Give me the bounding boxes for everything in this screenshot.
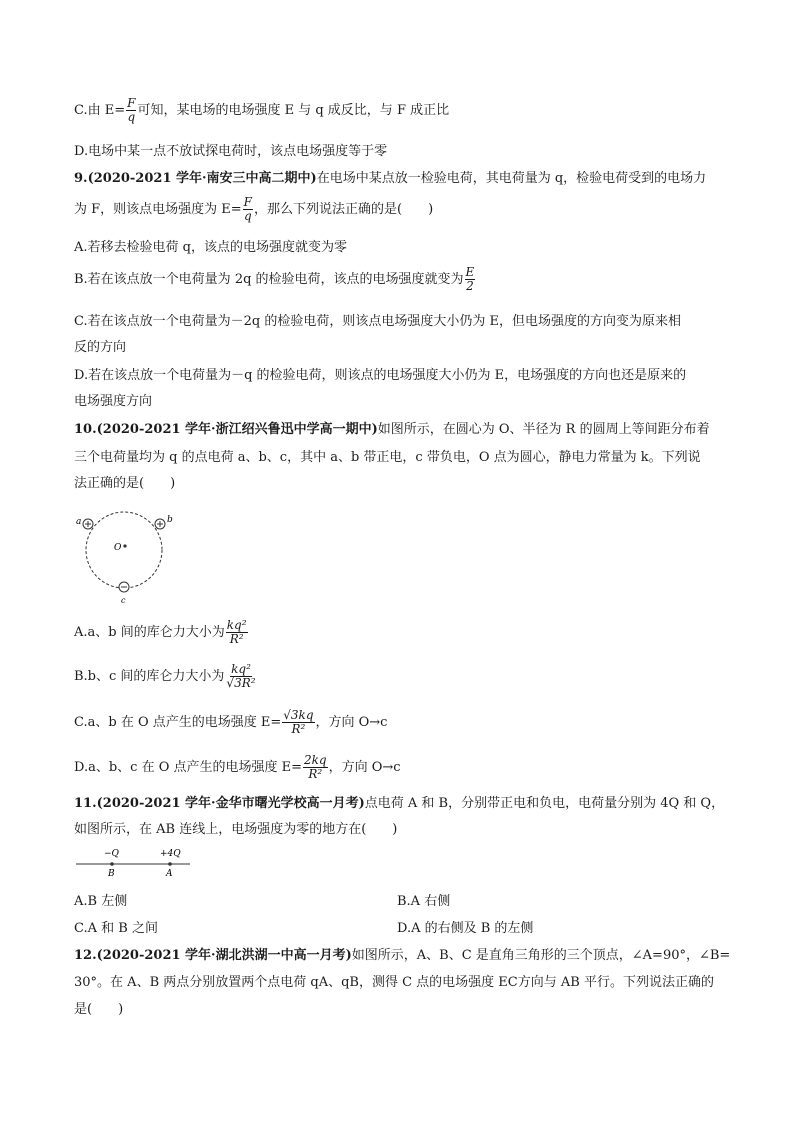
label-minus-q: −Q bbox=[104, 849, 119, 859]
q10-stem-line1: 10.(2020-2021 学年·浙江绍兴鲁迅中学高一期中)如图所示，在圆心为 O、半径为 R 的圆周上等间距分布着 bbox=[74, 422, 710, 437]
fraction-2kq-over-R2: $\frac{2kq}{\text{R²}}$ bbox=[304, 753, 327, 781]
dashed-circle bbox=[86, 512, 162, 588]
q10-option-c: C.a、b 在 O 点产生的电场强度 E= $\frac{√3kq}{\text{R²}}$ ，方向 O→c bbox=[74, 708, 388, 736]
q11-stem-line1: 11.(2020-2021 学年·金华市曙光学校高一月考)点电荷 A 和 B，分别带正电和负电，电荷量分别为 4Q 和 Q， bbox=[74, 796, 725, 811]
label-a: a bbox=[76, 517, 82, 527]
label-a: A bbox=[166, 869, 173, 878]
q9-stem-line2: 为 F，则该点电场强度为 E= $\frac{F}{q}$ ，那么下列说法正确的是( ) bbox=[74, 195, 434, 223]
q11-line-figure bbox=[74, 846, 194, 878]
q9-option-d-line2: 电场强度方向 bbox=[74, 394, 153, 409]
q9-option-c-line1: C.若在该点放一个电荷量为－2q 的检验电荷，则该点电场强度大小仍为 E，但电场强度的方向变为原来相 bbox=[74, 314, 681, 329]
q12-stem-line2: 30°。在 A、B 两点分别放置两个点电荷 qA、qB，测得 C 点的电场强度 EC方向与 AB 平行。下列说法正确的 bbox=[74, 975, 714, 990]
label-o: O bbox=[114, 543, 122, 553]
q9-option-d-line1: D.若在该点放一个电荷量为－q 的检验电荷，则该点的电场强度大小仍为 E，电场强度的方向也还是原来的 bbox=[74, 368, 687, 383]
q9-option-c-line2: 反的方向 bbox=[74, 340, 127, 355]
q10-circle-figure bbox=[70, 508, 180, 606]
charge-c bbox=[119, 582, 129, 592]
charge-a bbox=[83, 519, 93, 529]
q8-option-c: C.由 E= $\frac{F}{q}$ 可知，某电场的电场强度 E 与 q 成反比，与 F 成正比 bbox=[74, 96, 450, 124]
q10-option-d: D.a、b、c 在 O 点产生的电场强度 E= $\frac{2kq}{\text{R²}}$ ，方向 O→c bbox=[74, 753, 401, 781]
q11-option-c: C.A 和 B 之间 bbox=[74, 921, 158, 936]
label-b: b bbox=[167, 515, 173, 525]
q9-option-b: B.若在该点放一个电荷量为 2q 的检验电荷，该点的电场强度就变为 $\frac{E}{2}$ bbox=[74, 265, 475, 293]
q12-stem-line1: 12.(2020-2021 学年·湖北洪湖一中高一月考)如图所示，A、B、C 是直角三角形的三个顶点，∠A=90°，∠B= bbox=[74, 948, 731, 963]
fraction-kq2-over-R2: $\frac{\text{kq²}}{\text{R²}}$ bbox=[226, 618, 247, 646]
label-b: B bbox=[108, 869, 115, 878]
q10-option-b: B.b、c 间的库仑力大小为 $\frac{\text{kq²}}{\text{√3R²}}$ bbox=[74, 662, 256, 690]
q12-stem-line3: 是( ) bbox=[74, 1002, 124, 1017]
fraction-kq2-over-sqrt3R2: $\frac{\text{kq²}}{\text{√3R²}}$ bbox=[226, 662, 256, 690]
fraction-F-over-q: $\frac{F}{q}$ bbox=[243, 195, 252, 223]
q10-stem-line3: 法正确的是( ) bbox=[74, 476, 176, 491]
label-plus-4q: +4Q bbox=[160, 849, 181, 859]
q8-option-d: D.电场中某一点不放试探电荷时，该点电场强度等于零 bbox=[74, 144, 388, 159]
q11-option-a: A.B 左侧 bbox=[74, 894, 128, 909]
q9-stem-line1: 9.(2020-2021 学年·南安三中高二期中)在电场中某点放一检验电荷，其电荷量为 q，检验电荷受到的电场力 bbox=[74, 171, 707, 186]
q10-stem-line2: 三个电荷量均为 q 的点电荷 a、b、c，其中 a、b 带正电，c 带负电，O 点为圆心，静电力常量为 k。下列说 bbox=[74, 450, 701, 465]
q11-option-d: D.A 的右侧及 B 的左侧 bbox=[397, 921, 534, 936]
q11-stem-line2: 如图所示，在 AB 连线上，电场强度为零的地方在( ) bbox=[74, 822, 398, 837]
fraction-sqrt3kq-over-R2: $\frac{√3kq}{\text{R²}}$ bbox=[283, 708, 314, 736]
q9-option-a: A.若移去检验电荷 q，该点的电场强度就变为零 bbox=[74, 240, 347, 255]
fraction-E-over-2: $\frac{E}{2}$ bbox=[465, 265, 475, 293]
fraction-F-over-q: $\frac{F}{q}$ bbox=[127, 96, 136, 124]
point-a bbox=[168, 862, 172, 866]
center-dot bbox=[123, 544, 126, 547]
charge-b bbox=[155, 519, 165, 529]
point-b bbox=[110, 862, 114, 866]
q11-option-b: B.A 右侧 bbox=[397, 894, 451, 909]
q10-option-a: A.a、b 间的库仑力大小为 $\frac{\text{kq²}}{\text{R²}}$ bbox=[74, 618, 247, 646]
label-c: c bbox=[121, 596, 126, 605]
